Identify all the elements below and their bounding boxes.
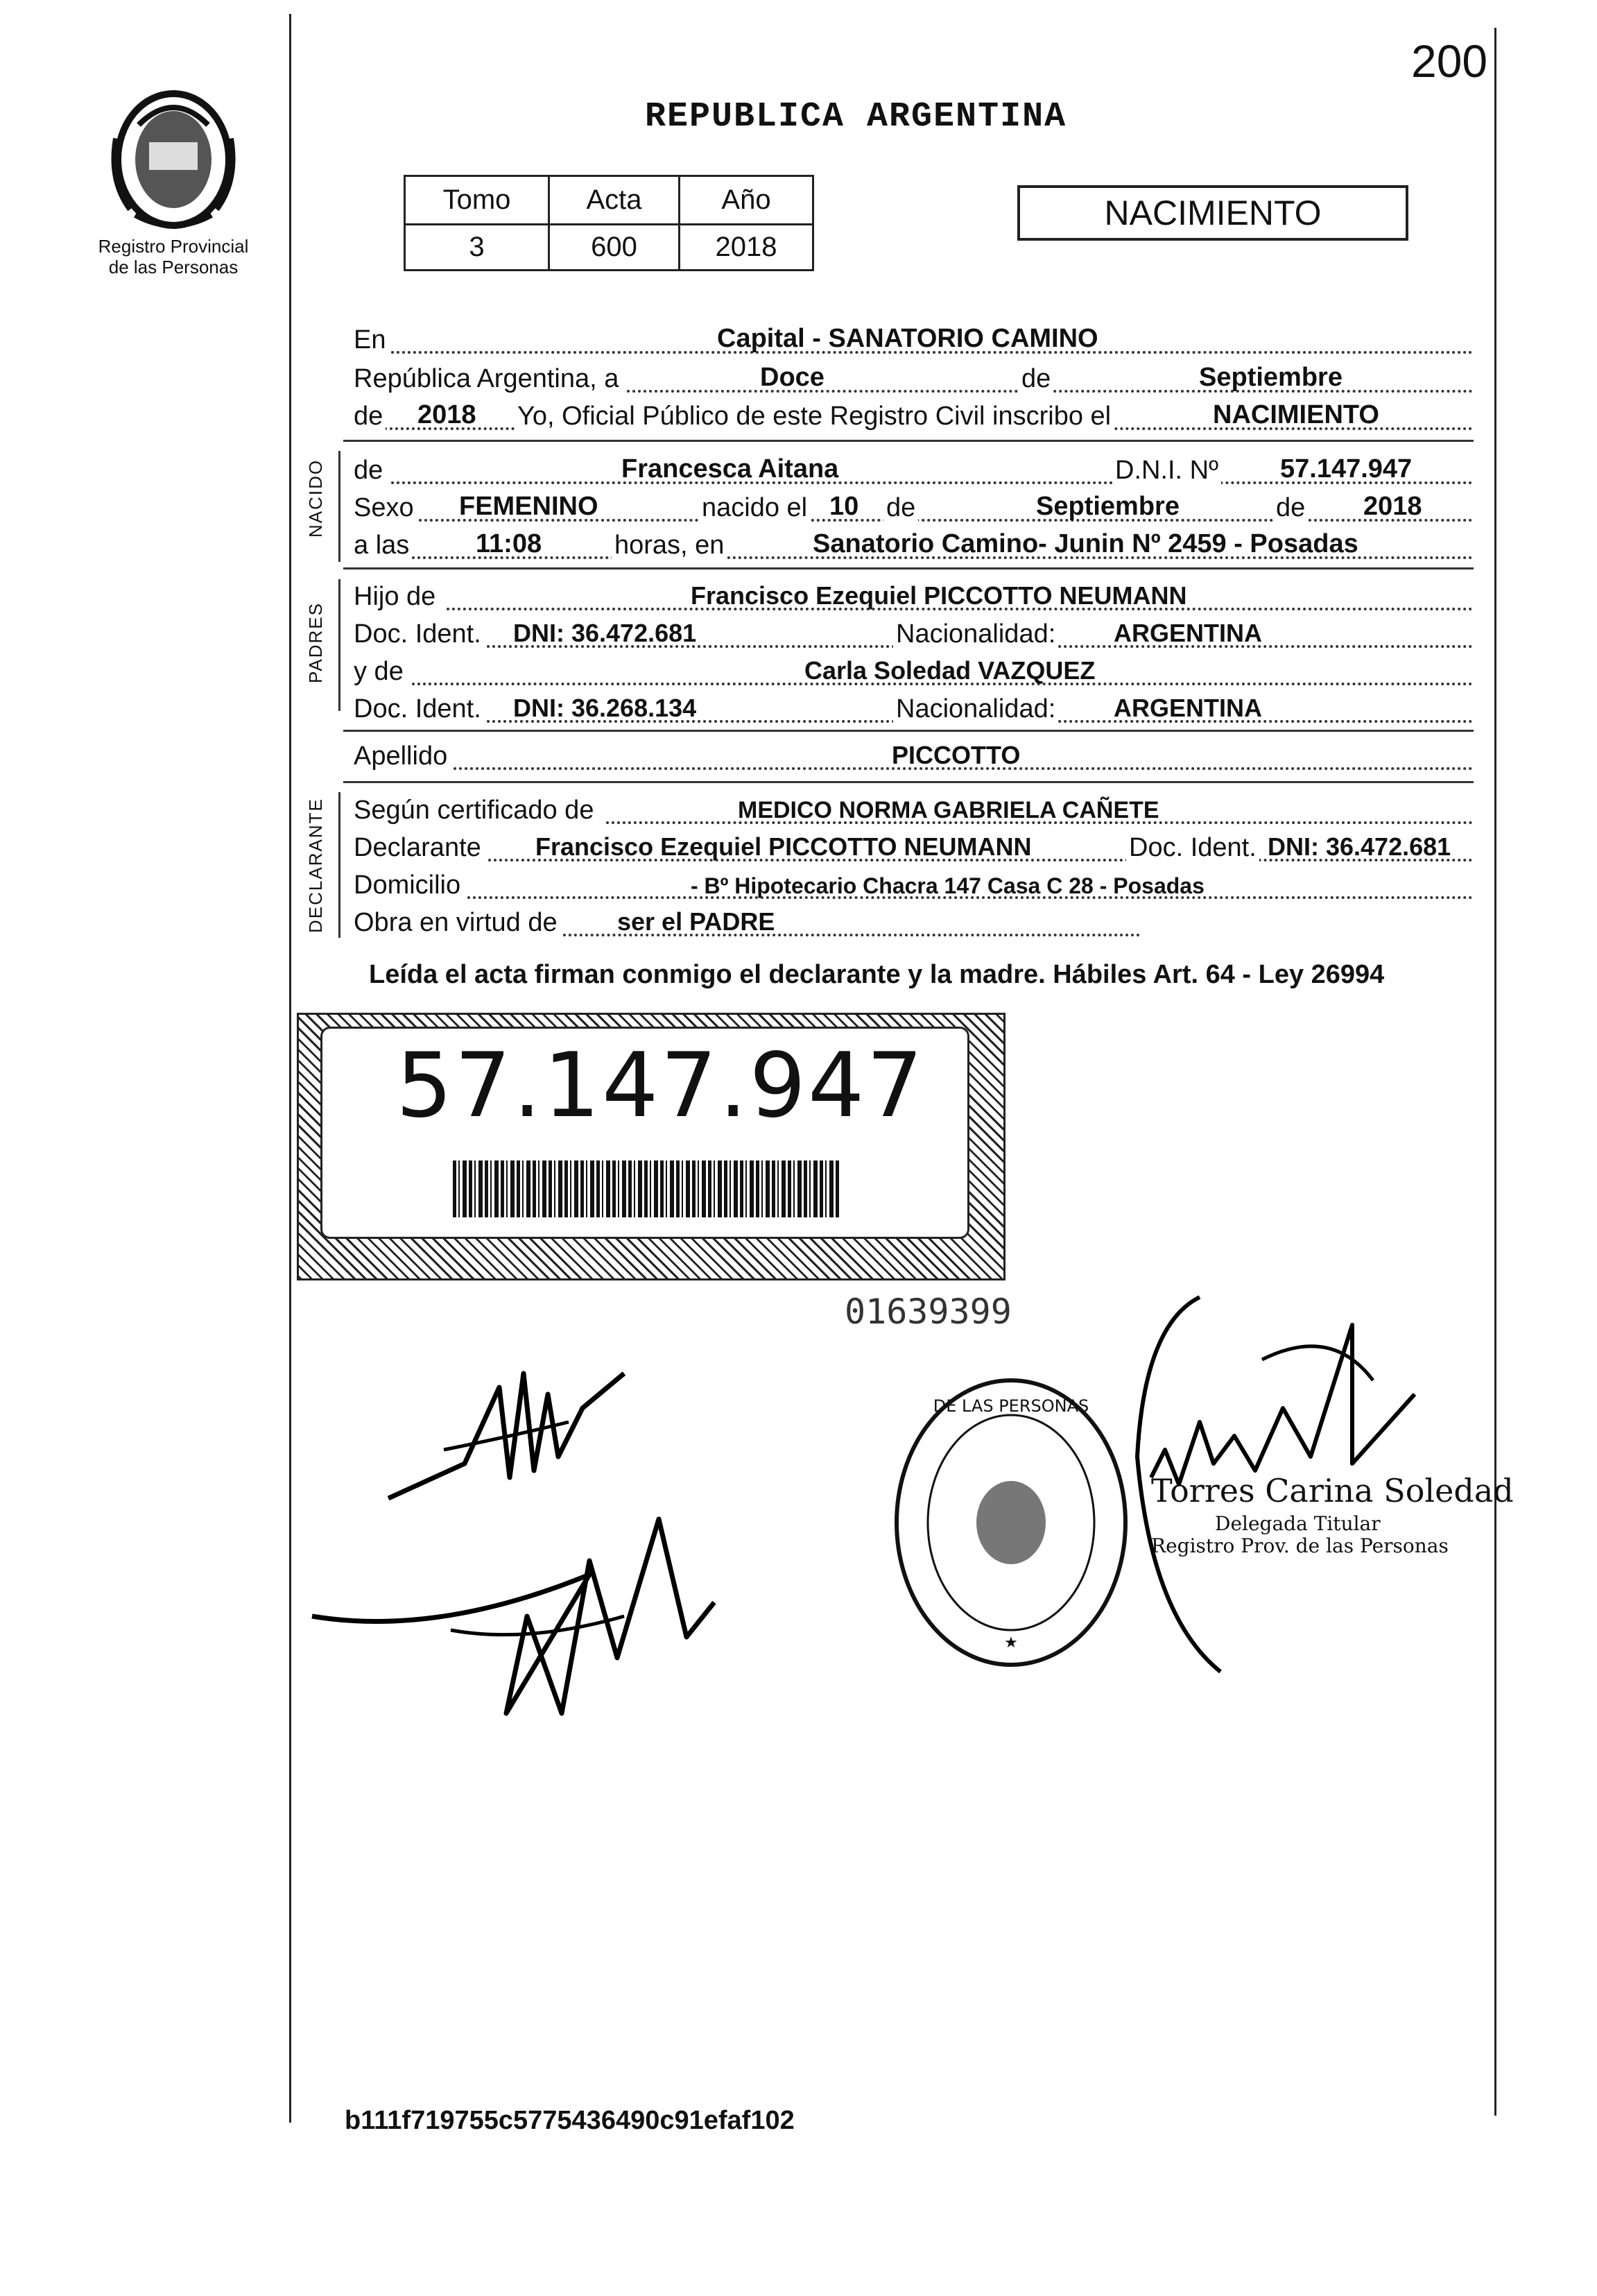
declarante-value: Francisco Ezequiel PICCOTTO NEUMANN [535, 832, 1032, 861]
row-en [349, 319, 1473, 361]
cert-value: MEDICO NORMA GABRIELA CAÑETE [738, 797, 1159, 823]
de-label: de [1019, 364, 1053, 394]
divider-2 [343, 567, 1474, 569]
signer-org: Registro Prov. de las Personas [1151, 1534, 1449, 1557]
reference-header-tomo: Tomo [405, 176, 549, 225]
father-doc: DNI: 36.472.681 [513, 619, 697, 647]
padres-section-label: PADRES [305, 602, 326, 683]
document-hash: b111f719755c5775436490c91efaf102 [345, 2106, 795, 2135]
reference-value-ano: 2018 [680, 225, 813, 271]
page-number: 200 [1411, 35, 1488, 87]
father-nationality: ARGENTINA [1114, 619, 1262, 647]
hora-value: 11:08 [476, 529, 542, 558]
label-number: 57.147.947 [396, 1034, 925, 1138]
en-label: En [354, 325, 388, 355]
row-oficial [349, 395, 1473, 437]
year-value: 2018 [417, 400, 476, 429]
row-father-doc [349, 613, 1473, 655]
oficial-text: Yo, Oficial Público de este Registro Civil inscribo el [515, 402, 1114, 431]
birth-year: 2018 [1363, 492, 1422, 521]
child-dni: 57.147.947 [1280, 454, 1413, 483]
svg-text:★: ★ [1004, 1634, 1018, 1652]
province-coat-of-arms-icon [97, 76, 250, 236]
birth-month: Septiembre [1036, 492, 1180, 521]
logo-caption [90, 236, 257, 277]
mother-doc: DNI: 36.268.134 [513, 694, 697, 722]
row-apellido [349, 735, 1473, 777]
row-mother-doc [349, 688, 1473, 730]
barcode-label [320, 1027, 969, 1239]
declarante-bar [338, 792, 340, 938]
official-stamp-icon [886, 1370, 1136, 1675]
footnote: Leída el acta firman conmigo el declarante y la madre. Hábiles Art. 64 - Ley 26994 [369, 960, 1385, 989]
year-prefix: de [354, 402, 386, 431]
right-margin-line [1494, 28, 1496, 2116]
nacido-de-label: de [354, 456, 386, 486]
domicilio-label: Domicilio [354, 871, 463, 900]
row-hora [349, 524, 1473, 566]
hijo-de-label: Hijo de [354, 582, 438, 612]
reference-value-acta: 600 [549, 225, 680, 271]
divider-3 [343, 730, 1474, 732]
hora-label: a las [354, 531, 412, 560]
obra-label: Obra en virtud de [354, 908, 560, 938]
document-title: REPUBLICA ARGENTINA [645, 97, 1067, 137]
father-nac-label: Nacionalidad: [893, 619, 1058, 649]
father-doc-label: Doc. Ident. [354, 619, 484, 649]
mother-nac-label: Nacionalidad: [893, 694, 1058, 724]
month-value: Septiembre [1199, 363, 1343, 392]
declarante-label: Declarante [354, 833, 484, 863]
birth-de-label-2: de [1273, 493, 1308, 523]
row-hijo-de [349, 576, 1473, 617]
sexo-value: FEMENINO [459, 492, 598, 521]
signer-role: Delegada Titular [1215, 1512, 1381, 1535]
reference-table [404, 175, 814, 271]
reference-header-acta: Acta [549, 176, 680, 225]
record-value: NACIMIENTO [1213, 400, 1379, 429]
svg-text:DE LAS PERSONAS: DE LAS PERSONAS [933, 1396, 1089, 1416]
father-name: Francisco Ezequiel PICCOTTO NEUMANN [691, 581, 1187, 610]
republica-label: República Argentina, a [354, 364, 621, 394]
apellido-label: Apellido [354, 742, 450, 771]
cert-label: Según certificado de [354, 796, 596, 825]
birth-day: 10 [829, 492, 859, 521]
apellido-value: PICCOTTO [892, 741, 1021, 769]
y-de-label: y de [354, 657, 406, 687]
barcode-icon [453, 1160, 841, 1217]
divider-1 [343, 440, 1474, 442]
declarante-section-label: DECLARANTE [305, 798, 326, 933]
logo-caption-line-1: Registro Provincial [98, 236, 249, 257]
left-margin-line [289, 14, 291, 2123]
nacido-el-label: nacido el [699, 493, 810, 523]
serial-number: 01639399 [845, 1292, 1012, 1332]
reference-value-tomo: 3 [405, 225, 549, 271]
row-republica [349, 358, 1473, 400]
mother-name: Carla Soledad VAZQUEZ [804, 656, 1096, 685]
domicilio-value: - Bº Hipotecario Chacra 147 Casa C 28 - Posadas [691, 873, 1205, 898]
record-type: NACIMIENTO [1104, 194, 1322, 232]
dni-label: D.N.I. Nº [1112, 456, 1221, 486]
row-nacido-name [349, 449, 1473, 491]
child-name: Francesca Aitana [621, 454, 839, 483]
row-obra [349, 902, 1473, 943]
logo-caption-line-2: de las Personas [108, 257, 239, 277]
divider-4 [343, 781, 1474, 783]
birth-place: Sanatorio Camino- Junin Nº 2459 - Posadas [813, 529, 1358, 558]
row-sexo [349, 487, 1473, 529]
signature-madre-icon [298, 1477, 742, 1741]
horas-en-label: horas, en [612, 531, 727, 560]
nacido-section-label: NACIDO [305, 459, 326, 538]
row-certificado [349, 789, 1473, 831]
nacido-bar [338, 451, 340, 562]
obra-value: ser el PADRE [617, 907, 775, 936]
mother-doc-label: Doc. Ident. [354, 694, 484, 724]
padres-bar [338, 579, 340, 711]
row-domicilio [349, 864, 1473, 906]
row-declarante [349, 827, 1473, 868]
sexo-label: Sexo [354, 493, 417, 523]
signer-name: Torres Carina Soledad [1151, 1472, 1514, 1509]
decl-doc-label: Doc. Ident. [1126, 833, 1259, 863]
mother-nationality: ARGENTINA [1114, 694, 1262, 722]
reference-header-ano: Año [680, 176, 813, 225]
birth-de-label: de [883, 493, 918, 523]
en-value: Capital - SANATORIO CAMINO [717, 324, 1098, 353]
day-value: Doce [760, 363, 825, 392]
record-type-box [1017, 185, 1408, 241]
row-y-de [349, 651, 1473, 692]
decl-doc-value: DNI: 36.472.681 [1268, 832, 1451, 861]
